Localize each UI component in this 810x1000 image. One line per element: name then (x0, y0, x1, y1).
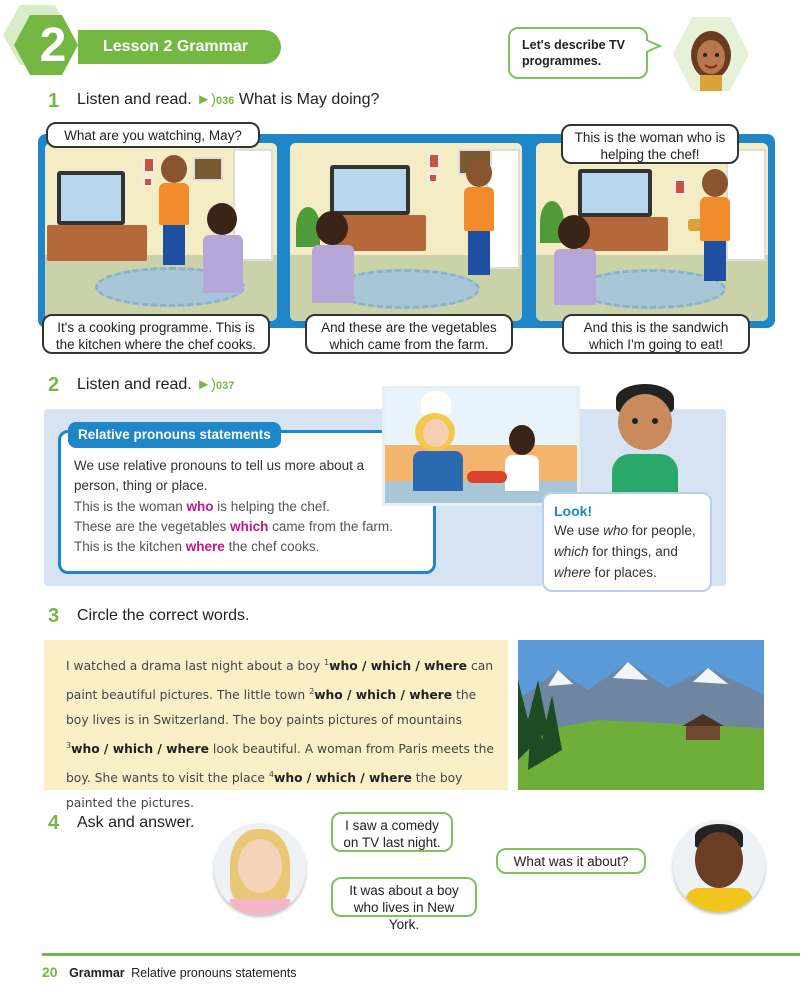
grammar-examples (74, 497, 393, 557)
lesson-label: Lesson 2 (103, 38, 173, 55)
bubble-what-about: What was it about? (496, 848, 646, 874)
lesson-banner (78, 30, 281, 64)
panel-1-bottom-bubble: It's a cooking programme. This is the kitchen where the chef cooks. (42, 314, 270, 354)
tv-icon (57, 171, 125, 225)
section-2-number: 2 (48, 374, 60, 396)
example-where: This is the kitchen where the chef cooks. (74, 539, 320, 554)
presenter-avatar (672, 15, 750, 93)
choice-2[interactable]: who / which / where (314, 688, 453, 703)
audio-icon[interactable]: ►) (196, 91, 217, 108)
comic-panel-2 (290, 143, 522, 321)
choice-4[interactable]: who / which / where (273, 771, 412, 786)
footer-rule (42, 953, 800, 956)
comic-panel-1 (45, 143, 277, 321)
panel-3-top-bubble: This is the woman who is helping the chef! (561, 124, 739, 164)
section-1-question: What is May doing? (238, 91, 380, 108)
comic-panel-3 (536, 143, 768, 321)
grammar-box-title: Relative pronouns statements (68, 422, 281, 448)
lesson-name: Grammar (176, 38, 248, 55)
section-4-instruction: Ask and answer. (77, 814, 195, 831)
panel-2-bottom-bubble: And these are the vegetables which came from the farm. (305, 314, 513, 354)
footer (42, 964, 297, 980)
boy-avatar (673, 820, 765, 912)
audio-track-036: 036 (216, 95, 235, 107)
choice-3[interactable]: who / which / where (71, 742, 209, 757)
look-boy-character (612, 384, 682, 496)
exercise-paragraph: I watched a drama last night about a boy $^1$who / which / where can paint beautiful pictures. The little town $^2$who / which / where the boy lives is in Switzerland. The boy paints pictures of mountains $^3$who / which / where look beautiful. A woman from Paris meets the boy. She wants to visit the place $^4$who / which / where the boy painted the pictures. (66, 658, 494, 811)
unit-number: 2 (39, 19, 67, 72)
girl-avatar (214, 823, 306, 915)
chef-illustration (382, 386, 580, 506)
section-2-instruction: Listen and read. ►)037 (77, 376, 235, 393)
section-3-number: 3 (48, 605, 60, 627)
bubble-saw-comedy: I saw a comedy on TV last night. (331, 812, 453, 852)
panel-3-bottom-bubble: And this is the sandwich which I'm going to eat! (562, 314, 750, 354)
look-note (542, 492, 712, 592)
chef-hat-icon (421, 391, 451, 415)
bubble-about-boy: It was about a boy who lives in New York. (331, 877, 477, 917)
intro-speech-bubble: Let's describe TV programmes. (508, 27, 648, 79)
grammar-intro: We use relative pronouns to tell us more about a person, thing or place. (74, 458, 365, 493)
audio-icon[interactable]: ►) (196, 376, 217, 393)
section-1-number: 1 (48, 90, 60, 112)
audio-track-037: 037 (216, 380, 235, 392)
look-text: We use who for people, which for things, and where for places. (554, 523, 696, 580)
page-number: 20 (42, 964, 58, 980)
exercise-text-box (44, 640, 508, 811)
section-3-instruction: Circle the correct words. (77, 607, 250, 624)
tv-icon (578, 169, 652, 217)
panel-1-top-bubble: What are you watching, May? (46, 122, 260, 148)
swiss-mountains-photo (518, 640, 764, 790)
example-who: This is the woman who is helping the chef. (74, 499, 330, 514)
tv-icon (330, 165, 410, 215)
choice-1[interactable]: who / which / where (329, 659, 468, 674)
look-title: Look! (554, 503, 593, 519)
vegetables-icon (467, 471, 507, 483)
intro-bubble-tail (646, 38, 662, 54)
footer-topic: Relative pronouns statements (131, 966, 297, 980)
section-4-number: 4 (48, 812, 60, 834)
section-1-instruction: Listen and read. ►)036 What is May doing? (77, 91, 380, 108)
example-which: These are the vegetables which came from the farm. (74, 519, 393, 534)
footer-section: Grammar (69, 966, 125, 980)
